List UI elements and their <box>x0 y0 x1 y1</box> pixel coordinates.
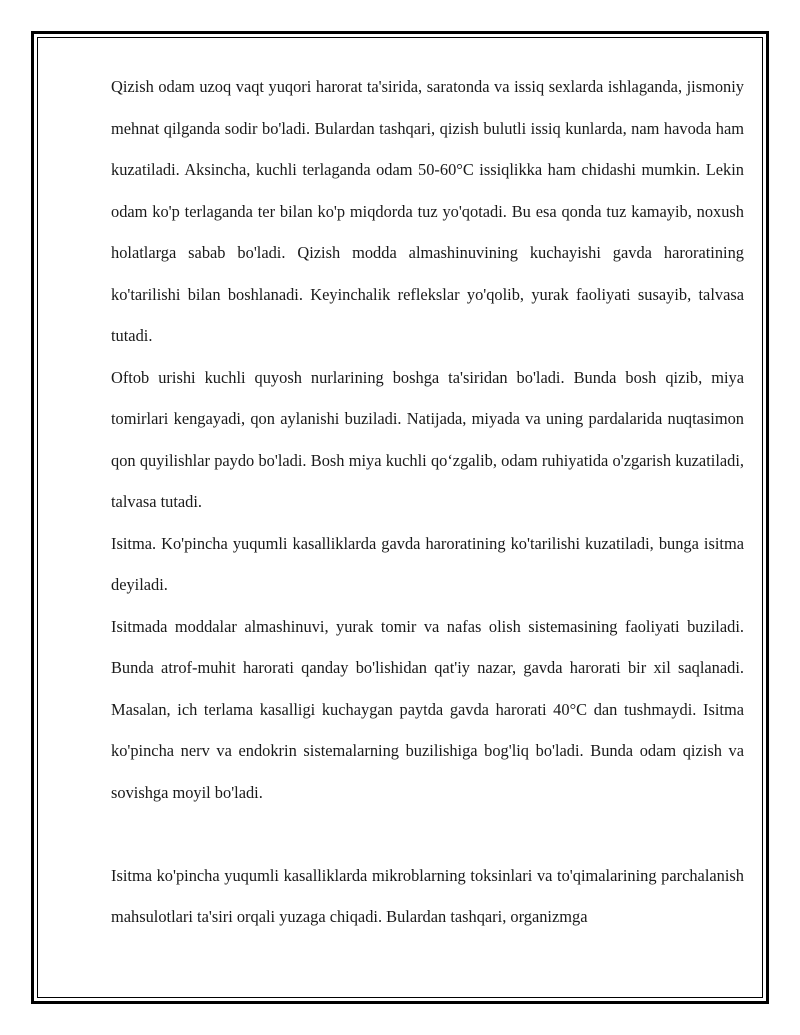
paragraph-spacer <box>111 813 744 855</box>
paragraph-isitma-definition: Isitma. Ko'pincha yuqumli kasalliklarda gavda haroratining ko'tarilishi kuzatiladi, bunga isitma deyiladi. <box>111 533 744 594</box>
paragraph-qizish: Qizish odam uzoq vaqt yuqori harorat ta'sirida, saratonda va issiq sexlarda ishlaganda, jismoniy mehnat qilganda sodir bo'ladi. Bulardan tashqari, qizish bulutli issiq kunlarda, nam havoda ham kuzatiladi. Aksincha, kuchli terlaganda odam 50-60°C issiqlikka ham chidashi mumkin. Lekin odam ko'p terlaganda ter bilan ko'p miqdorda tuz yo'qotadi. Bu esa qonda tuz kamayib, noxush holatlarga sabab bo'ladi. Qizish modda almashinuvining kuchayishi gavda haroratining ko'tarilishi bilan boshlanadi. Keyinchalik reflekslar yo'qolib, yurak faoliyati susayib, talvasa tutadi. <box>111 77 744 345</box>
paragraph-isitma-causes: Isitma ko'pincha yuqumli kasalliklarda mikroblarning toksinlari va to'qimalarining parchalanish mahsulotlari ta'siri orqali yuzaga chiqadi. Bulardan tashqari, organizmga <box>111 865 744 926</box>
document-body <box>111 66 744 938</box>
paragraph-oftob-urishi: Oftob urishi kuchli quyosh nurlarining boshga ta'siridan bo'ladi. Bunda bosh qizib, miya tomirlari kengayadi, qon aylanishi buziladi. Natijada, miyada va uning pardalarida nuqtasimon qon quyilishlar paydo bo'ladi. Bosh miya kuchli qo‘zgalib, odam ruhiyatida o'zgarish kuzatiladi, talvasa tutadi. <box>111 367 744 511</box>
paragraph-isitma-effects: Isitmada moddalar almashinuvi, yurak tomir va nafas olish sistemasining faoliyati buziladi. Bunda atrof-muhit harorati qanday bo'lishidan qat'iy nazar, gavda harorati bir xil saqlanadi. Masalan, ich terlama kasalligi kuchaygan paytda gavda harorati 40°C dan tushmaydi. Isitma ko'pincha nerv va endokrin sistemalarning buzilishiga bog'liq bo'ladi. Bunda odam qizish va sovishga moyil bo'ladi. <box>111 616 744 802</box>
